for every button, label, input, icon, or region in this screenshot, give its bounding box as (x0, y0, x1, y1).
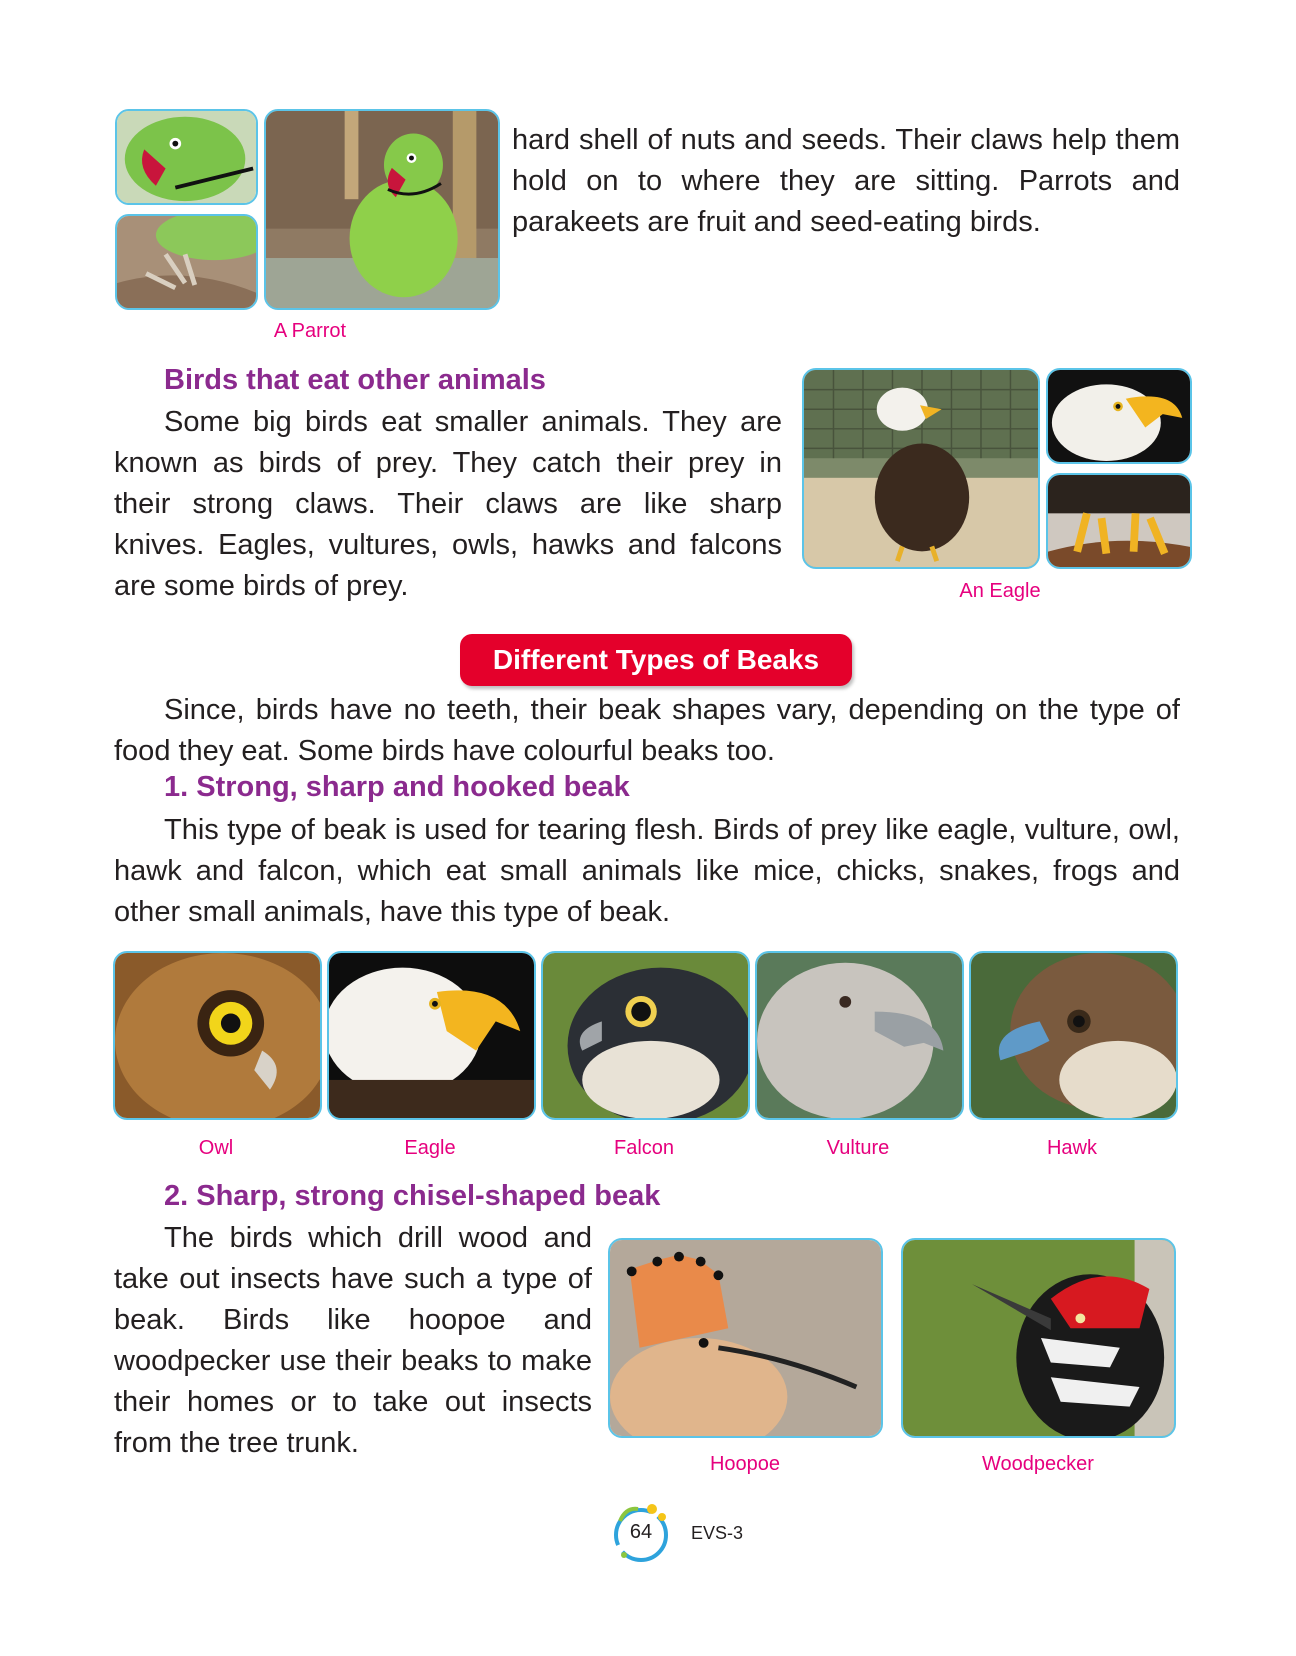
page-number-badge (606, 1497, 676, 1567)
eagle-caption: An Eagle (959, 580, 1041, 602)
chisel-beak-paragraph (114, 1218, 592, 1464)
chisel-beak-text: The birds which drill wood and take out insects have such a type of beak. Birds like hoopoe and woodpecker use their beaks to make their homes or to take out insects from the tree trunk. (114, 1222, 592, 1459)
owl-photo (113, 951, 322, 1120)
parrot-photo (264, 109, 500, 310)
falcon-photo (541, 951, 750, 1120)
eagle-standing-photo (802, 368, 1040, 569)
beaks-intro (114, 690, 1180, 772)
hooked-beak-text: This type of beak is used for tearing flesh. Birds of prey like eagle, vulture, owl, hawk and falcon, which eat small animals like mice, chicks, snakes, frogs and other small animals, have this type of beak. (114, 814, 1180, 928)
parrot-head-photo (115, 109, 258, 205)
eagle-talons-photo (1046, 473, 1192, 569)
eagle-beak-photo (327, 951, 536, 1120)
prey-paragraph (114, 402, 782, 607)
prey-heading: Birds that eat other animals (164, 364, 546, 396)
beaks-banner: Different Types of Beaks (460, 634, 852, 686)
owl-caption: Owl (198, 1137, 234, 1159)
falcon-caption: Falcon (613, 1137, 675, 1159)
hawk-caption: Hawk (1046, 1137, 1097, 1159)
book-label: EVS-3 (691, 1523, 744, 1543)
woodpecker-caption: Woodpecker (982, 1453, 1094, 1475)
parrot-paragraph: hard shell of nuts and seeds. Their claws help them hold on to where they are sitting. Parrots and parakeets are fruit and seed-eating birds. (512, 124, 1180, 238)
prey-paragraph-text: Some big birds eat smaller animals. They are known as birds of prey. They catch their prey in their strong claws. Their claws are like sharp knives. Eagles, vultures, owls, hawks and falcons are some birds of prey. (114, 406, 782, 602)
parrot-claw-photo (115, 214, 258, 310)
page-number: 64 (629, 1521, 653, 1543)
woodpecker-photo (901, 1238, 1176, 1438)
beaks-intro-text: Since, birds have no teeth, their beak shapes vary, depending on the type of food they eat. Some birds have colourful beaks too. (114, 694, 1180, 767)
eagle-head-photo (1046, 368, 1192, 464)
vulture-photo (755, 951, 964, 1120)
hoopoe-caption: Hoopoe (709, 1453, 781, 1475)
eagle-beak-caption: Eagle (404, 1137, 456, 1159)
parrot-caption: A Parrot (273, 320, 347, 342)
hoopoe-photo (608, 1238, 883, 1438)
hooked-beak-heading: 1. Strong, sharp and hooked beak (164, 771, 630, 803)
vulture-caption: Vulture (826, 1137, 890, 1159)
chisel-beak-heading: 2. Sharp, strong chisel-shaped beak (164, 1180, 661, 1212)
hooked-beak-paragraph (114, 810, 1180, 933)
hawk-photo (969, 951, 1178, 1120)
